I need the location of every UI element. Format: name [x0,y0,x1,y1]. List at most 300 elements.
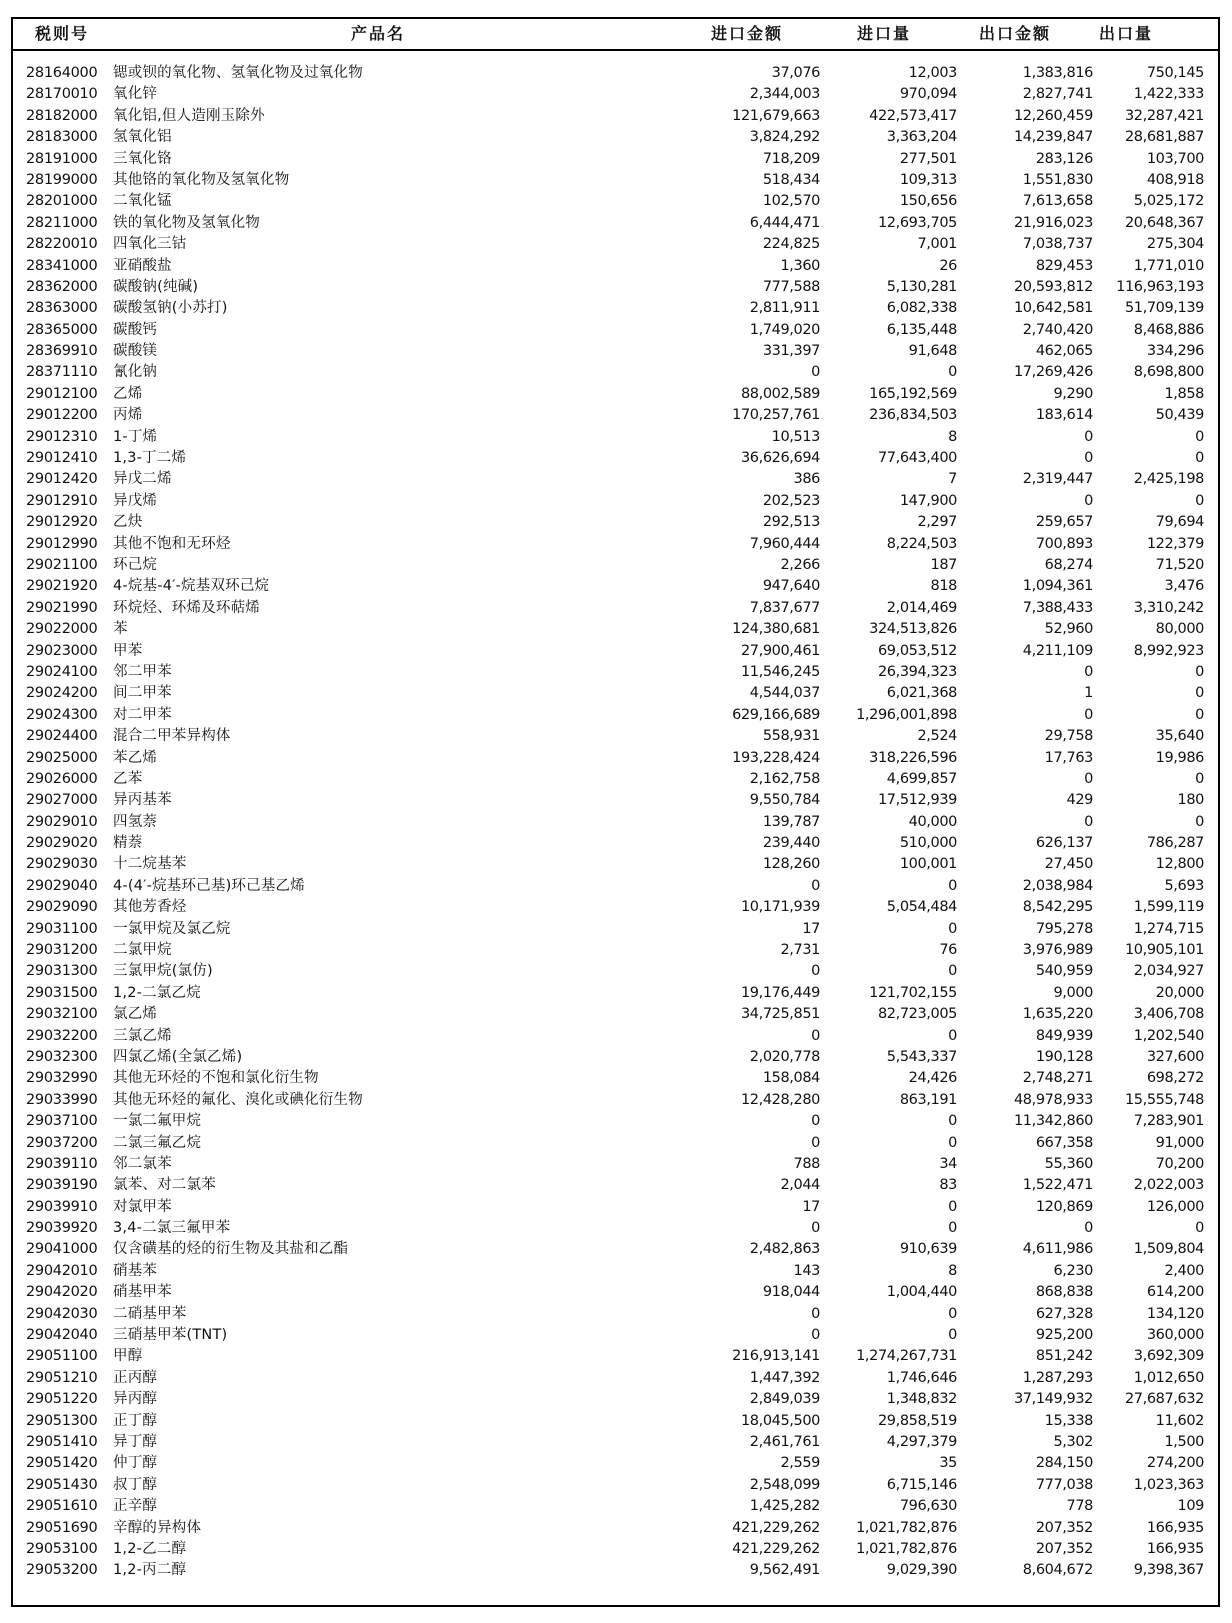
cell-export-amount: 667,358 [1035,1134,1093,1151]
cell-export-qty: 1,599,119 [1133,899,1204,916]
cell-export-qty: 134,120 [1146,1305,1204,1322]
cell-import-qty: 9,029,390 [886,1562,957,1579]
cell-export-qty: 0 [1195,813,1204,830]
cell-code: 29029010 [26,813,98,830]
cell-import-amount: 9,550,784 [749,792,820,809]
cell-import-qty: 6,082,338 [886,300,957,317]
cell-code: 29051430 [26,1476,98,1493]
cell-product-name: 异丙基苯 [113,792,172,809]
cell-product-name: 其他芳香烃 [113,899,187,916]
cell-import-amount: 7,960,444 [749,535,820,552]
cell-import-qty: 82,723,005 [877,1006,957,1023]
table-row [13,1346,1218,1367]
cell-export-amount: 829,453 [1035,257,1093,274]
cell-import-qty: 1,004,440 [886,1284,957,1301]
cell-product-name: 其他无环烃的不饱和氯化衍生物 [113,1070,319,1087]
cell-product-name: 丙烯 [113,407,143,424]
table-row [13,213,1218,234]
cell-import-qty: 8 [948,428,957,445]
cell-code: 29031200 [26,942,98,959]
cell-import-amount: 2,731 [780,942,820,959]
cell-import-amount: 10,171,939 [740,899,820,916]
cell-export-qty: 20,000 [1155,984,1204,1001]
cell-import-amount: 2,482,863 [749,1241,820,1258]
cell-export-amount: 1,287,293 [1022,1369,1093,1386]
cell-export-amount: 462,065 [1035,343,1093,360]
cell-export-amount: 795,278 [1035,920,1093,937]
table-row [13,876,1218,897]
cell-import-qty: 796,630 [899,1498,957,1515]
cell-export-amount: 7,388,433 [1022,599,1093,616]
cell-import-qty: 5,543,337 [886,1048,957,1065]
cell-code: 29032990 [26,1070,98,1087]
cell-export-qty: 32,287,421 [1124,107,1204,124]
cell-product-name: 异戊烯 [113,492,158,509]
cell-import-qty: 6,135,448 [886,321,957,338]
table-row [13,63,1218,84]
table-row [13,1090,1218,1111]
cell-export-qty: 360,000 [1146,1327,1204,1344]
cell-import-amount: 0 [811,1327,820,1344]
cell-import-amount: 128,260 [762,856,820,873]
cell-import-qty: 29,858,519 [877,1412,957,1429]
cell-product-name: 氯乙烯 [113,1006,158,1023]
cell-import-amount: 9,562,491 [749,1562,820,1579]
cell-import-amount: 331,397 [762,343,820,360]
cell-product-name: 1,2-丙二醇 [113,1562,187,1579]
cell-code: 29012420 [26,471,98,488]
cell-import-amount: 19,176,449 [740,984,820,1001]
cell-export-qty: 71,520 [1155,556,1204,573]
cell-product-name: 氰化钠 [113,364,158,381]
cell-import-amount: 170,257,761 [732,407,820,424]
table-row [13,298,1218,319]
cell-export-amount: 4,211,109 [1022,642,1093,659]
table-row [13,1411,1218,1432]
cell-import-qty: 26 [939,257,957,274]
cell-code: 29023000 [26,642,98,659]
table-row [13,1068,1218,1089]
cell-import-qty: 318,226,596 [869,749,957,766]
cell-import-amount: 3,824,292 [749,129,820,146]
cell-product-name: 叔丁醇 [113,1476,158,1493]
cell-export-qty: 11,602 [1155,1412,1204,1429]
cell-export-qty: 3,406,708 [1133,1006,1204,1023]
cell-export-qty: 327,600 [1146,1048,1204,1065]
cell-import-qty: 970,094 [899,86,957,103]
cell-export-qty: 12,800 [1155,856,1204,873]
table-row [13,1111,1218,1132]
cell-import-qty: 0 [948,1113,957,1130]
cell-product-name: 4-(4′-烷基环己基)环己基乙烯 [113,877,305,894]
cell-export-amount: 2,740,420 [1022,321,1093,338]
cell-export-amount: 925,200 [1035,1327,1093,1344]
table-row [13,341,1218,362]
cell-import-amount: 0 [811,1134,820,1151]
table-row [13,127,1218,148]
cell-import-amount: 1,447,392 [749,1369,820,1386]
cell-import-qty: 5,130,281 [886,278,957,295]
cell-code: 29051410 [26,1434,98,1450]
cell-product-name: 碳酸镁 [113,343,158,360]
cell-product-name: 甲醇 [113,1348,143,1365]
cell-import-amount: 2,811,911 [749,300,820,317]
cell-product-name: 乙烯 [113,385,143,402]
cell-export-qty: 1,509,804 [1133,1241,1204,1258]
cell-export-amount: 48,978,933 [1013,1091,1093,1108]
cell-import-qty: 863,191 [899,1091,957,1108]
cell-export-qty: 0 [1195,428,1204,445]
cell-export-qty: 275,304 [1146,236,1204,253]
cell-code: 29022000 [26,621,98,638]
cell-product-name: 正辛醇 [113,1498,158,1515]
cell-export-amount: 2,038,984 [1022,877,1093,894]
cell-import-amount: 718,209 [762,150,820,167]
cell-export-amount: 1,383,816 [1022,65,1093,81]
cell-import-amount: 2,344,003 [749,86,820,103]
cell-product-name: 氢氧化铝 [113,129,172,146]
table-row [13,619,1218,640]
cell-product-name: 邻二甲苯 [113,663,172,680]
cell-import-amount: 0 [811,963,820,980]
cell-import-qty: 187 [930,556,957,573]
cell-export-amount: 17,763 [1044,749,1093,766]
cell-export-qty: 50,439 [1155,407,1204,424]
cell-product-name: 异丙醇 [113,1391,158,1408]
cell-code: 29051210 [26,1369,98,1386]
cell-code: 28170010 [26,86,98,103]
cell-import-qty: 1,296,001,898 [856,706,957,723]
cell-product-name: 混合二甲苯异构体 [113,728,231,745]
cell-import-qty: 4,699,857 [886,770,957,787]
cell-export-qty: 166,935 [1146,1540,1204,1557]
cell-export-qty: 103,700 [1146,150,1204,167]
cell-import-qty: 1,021,782,876 [856,1519,957,1536]
cell-import-amount: 0 [811,1113,820,1130]
cell-product-name: 精萘 [113,835,143,852]
cell-export-qty: 1,771,010 [1133,257,1204,274]
cell-import-qty: 8 [948,1262,957,1279]
cell-import-qty: 0 [948,1220,957,1237]
cell-import-qty: 1,348,832 [886,1391,957,1408]
cell-import-qty: 121,702,155 [869,984,957,1001]
cell-code: 29024100 [26,663,98,680]
cell-product-name: 碳酸钠(纯碱) [113,278,199,295]
cell-import-amount: 2,162,758 [749,770,820,787]
cell-export-amount: 2,748,271 [1022,1070,1093,1087]
cell-product-name: 四氯乙烯(全氯乙烯) [113,1048,243,1065]
cell-export-qty: 116,963,193 [1116,278,1204,295]
table-header [13,19,1218,51]
cell-export-amount: 778 [1066,1498,1093,1515]
cell-product-name: 苯 [113,621,128,638]
table-row [13,106,1218,127]
cell-import-qty: 324,513,826 [869,621,957,638]
table-row [13,897,1218,918]
cell-import-amount: 788 [793,1155,820,1172]
table-row [13,170,1218,191]
cell-export-qty: 79,694 [1155,514,1204,531]
cell-product-name: 1-丁烯 [113,428,158,445]
table-row [13,1389,1218,1410]
table-row [13,1453,1218,1474]
cell-code: 29037100 [26,1113,98,1130]
cell-code: 28164000 [26,65,98,81]
cell-import-qty: 7 [948,471,957,488]
cell-import-amount: 918,044 [762,1284,820,1301]
cell-export-qty: 10,905,101 [1124,942,1204,959]
table-row [13,1475,1218,1496]
table-row [13,149,1218,170]
cell-export-amount: 1,635,220 [1022,1006,1093,1023]
cell-import-qty: 40,000 [908,813,957,830]
cell-export-amount: 8,604,672 [1022,1562,1093,1579]
cell-product-name: 乙炔 [113,514,143,531]
cell-export-qty: 408,918 [1146,171,1204,188]
cell-export-qty: 0 [1195,663,1204,680]
cell-code: 29051690 [26,1519,98,1536]
table-row [13,1239,1218,1260]
cell-code: 29024400 [26,728,98,745]
cell-export-amount: 0 [1084,492,1093,509]
cell-import-qty: 12,003 [908,65,957,81]
cell-export-amount: 207,352 [1035,1519,1093,1536]
cell-import-amount: 421,229,262 [732,1540,820,1557]
cell-export-amount: 9,000 [1053,984,1093,1001]
cell-export-qty: 0 [1195,685,1204,702]
table-row [13,854,1218,875]
table-row [13,427,1218,448]
cell-export-amount: 29,758 [1044,728,1093,745]
cell-product-name: 异丁醇 [113,1434,158,1450]
cell-export-amount: 20,593,812 [1013,278,1093,295]
cell-code: 29051220 [26,1391,98,1408]
cell-code: 29012310 [26,428,98,445]
table-row [13,1539,1218,1560]
cell-export-qty: 0 [1195,770,1204,787]
cell-import-amount: 239,440 [762,835,820,852]
table-row [13,748,1218,769]
cell-import-qty: 0 [948,1327,957,1344]
cell-import-qty: 69,053,512 [877,642,957,659]
cell-code: 29051420 [26,1455,98,1472]
cell-export-amount: 1 [1084,685,1093,702]
table-row [13,919,1218,940]
cell-product-name: 硝基甲苯 [113,1284,172,1301]
cell-import-qty: 0 [948,877,957,894]
cell-product-name: 邻二氯苯 [113,1155,172,1172]
cell-product-name: 对氯甲苯 [113,1198,172,1215]
cell-import-qty: 91,648 [908,343,957,360]
table-row [13,555,1218,576]
cell-import-qty: 7,001 [917,236,957,253]
cell-code: 29031500 [26,984,98,1001]
cell-import-qty: 109,313 [899,171,957,188]
cell-product-name: 4-烷基-4′-烷基双环己烷 [113,578,270,595]
cell-import-amount: 0 [811,1305,820,1322]
cell-product-name: 一氯甲烷及氯乙烷 [113,920,231,937]
table-row [13,683,1218,704]
table-row [13,1432,1218,1453]
cell-import-amount: 36,626,694 [740,450,820,467]
table-row [13,940,1218,961]
cell-import-qty: 0 [948,364,957,381]
cell-export-qty: 334,296 [1146,343,1204,360]
cell-export-qty: 5,025,172 [1133,193,1204,210]
cell-export-qty: 1,500 [1164,1434,1204,1450]
cell-code: 29021920 [26,578,98,595]
cell-export-amount: 700,893 [1035,535,1093,552]
cell-export-qty: 5,693 [1164,877,1204,894]
table-row [13,662,1218,683]
cell-export-qty: 2,400 [1164,1262,1204,1279]
cell-export-amount: 15,338 [1044,1412,1093,1429]
cell-product-name: 硝基苯 [113,1262,158,1279]
cell-export-amount: 120,869 [1035,1198,1093,1215]
cell-code: 29026000 [26,770,98,787]
cell-import-amount: 124,380,681 [732,621,820,638]
cell-import-amount: 2,044 [780,1177,820,1194]
cell-export-qty: 8,992,923 [1133,642,1204,659]
cell-product-name: 异戊二烯 [113,471,172,488]
cell-import-qty: 1,746,646 [886,1369,957,1386]
cell-export-qty: 614,200 [1146,1284,1204,1301]
cell-code: 29051610 [26,1498,98,1515]
cell-export-amount: 0 [1084,663,1093,680]
cell-product-name: 一氯二氟甲烷 [113,1113,202,1130]
cell-import-amount: 518,434 [762,171,820,188]
cell-import-qty: 35 [939,1455,957,1472]
cell-code: 29032100 [26,1006,98,1023]
cell-export-amount: 1,522,471 [1022,1177,1093,1194]
cell-export-qty: 1,202,540 [1133,1027,1204,1044]
cell-export-qty: 2,022,003 [1133,1177,1204,1194]
table-row [13,1518,1218,1539]
cell-product-name: 间二甲苯 [113,685,172,702]
cell-export-amount: 7,038,737 [1022,236,1093,253]
cell-import-amount: 158,084 [762,1070,820,1087]
cell-import-amount: 2,559 [780,1455,820,1472]
cell-export-amount: 183,614 [1035,407,1093,424]
cell-import-qty: 8,224,503 [886,535,957,552]
table-row [13,1325,1218,1346]
cell-export-qty: 0 [1195,706,1204,723]
cell-export-amount: 0 [1084,1220,1093,1237]
cell-export-qty: 698,272 [1146,1070,1204,1087]
cell-product-name: 三氯乙烯 [113,1027,172,1044]
cell-export-amount: 429 [1066,792,1093,809]
cell-export-qty: 80,000 [1155,621,1204,638]
cell-import-qty: 6,021,368 [886,685,957,702]
cell-import-amount: 224,825 [762,236,820,253]
cell-product-name: 三硝基甲苯(TNT) [113,1327,228,1344]
cell-code: 29042020 [26,1284,98,1301]
cell-import-amount: 1,749,020 [749,321,820,338]
cell-import-amount: 0 [811,877,820,894]
cell-export-amount: 2,827,741 [1022,86,1093,103]
cell-export-amount: 777,038 [1035,1476,1093,1493]
cell-import-qty: 236,834,503 [869,407,957,424]
cell-import-amount: 0 [811,364,820,381]
table-row [13,256,1218,277]
cell-product-name: 甲苯 [113,642,143,659]
cell-import-qty: 77,643,400 [877,450,957,467]
cell-export-qty: 786,287 [1146,835,1204,852]
cell-export-amount: 851,242 [1035,1348,1093,1365]
table-row [13,491,1218,512]
cell-import-amount: 292,513 [762,514,820,531]
cell-import-amount: 143 [793,1262,820,1279]
table-row [13,1304,1218,1325]
cell-import-amount: 12,428,280 [740,1091,820,1108]
cell-import-amount: 558,931 [762,728,820,745]
cell-code: 29031300 [26,963,98,980]
cell-export-amount: 14,239,847 [1013,129,1093,146]
cell-product-name: 氧化锌 [113,86,158,103]
table-row [13,1047,1218,1068]
cell-export-amount: 0 [1084,706,1093,723]
table-row [13,320,1218,341]
cell-export-amount: 283,126 [1035,150,1093,167]
cell-export-amount: 5,302 [1053,1434,1093,1450]
cell-import-qty: 24,426 [908,1070,957,1087]
cell-export-qty: 8,468,886 [1133,321,1204,338]
cell-product-name: 碳酸钙 [113,321,158,338]
cell-export-amount: 284,150 [1035,1455,1093,1472]
table-row [13,576,1218,597]
cell-code: 29024300 [26,706,98,723]
cell-code: 29037200 [26,1134,98,1151]
cell-code: 28369910 [26,343,98,360]
cell-export-qty: 19,986 [1155,749,1204,766]
cell-export-amount: 68,274 [1044,556,1093,573]
cell-export-amount: 868,838 [1035,1284,1093,1301]
cell-import-qty: 0 [948,1305,957,1322]
cell-import-amount: 1,360 [780,257,820,274]
cell-import-qty: 26,394,323 [877,663,957,680]
cell-export-qty: 109 [1177,1498,1204,1515]
cell-import-amount: 27,900,461 [740,642,820,659]
cell-import-qty: 2,297 [917,514,957,531]
cell-import-amount: 11,546,245 [740,663,820,680]
cell-export-amount: 2,319,447 [1022,471,1093,488]
cell-import-amount: 102,570 [762,193,820,210]
cell-export-qty: 2,034,927 [1133,963,1204,980]
cell-import-amount: 2,020,778 [749,1048,820,1065]
cell-export-qty: 51,709,139 [1124,300,1204,317]
cell-export-amount: 0 [1084,450,1093,467]
cell-code: 28199000 [26,171,98,188]
cell-export-amount: 21,916,023 [1013,214,1093,231]
cell-export-qty: 3,692,309 [1133,1348,1204,1365]
cell-export-amount: 52,960 [1044,621,1093,638]
cell-import-qty: 510,000 [899,835,957,852]
cell-product-name: 正丁醇 [113,1412,158,1429]
cell-export-amount: 627,328 [1035,1305,1093,1322]
cell-product-name: 仅含磺基的烃的衍生物及其盐和乙酯 [113,1241,349,1258]
cell-import-qty: 0 [948,1027,957,1044]
table-row [13,1261,1218,1282]
cell-code: 28211000 [26,214,98,231]
cell-import-qty: 0 [948,1198,957,1215]
cell-code: 29021100 [26,556,98,573]
cell-export-qty: 1,422,333 [1133,86,1204,103]
cell-import-amount: 7,837,677 [749,599,820,616]
cell-import-amount: 629,166,689 [732,706,820,723]
cell-export-qty: 27,687,632 [1124,1391,1204,1408]
cell-import-amount: 139,787 [762,813,820,830]
cell-import-qty: 17,512,939 [877,792,957,809]
